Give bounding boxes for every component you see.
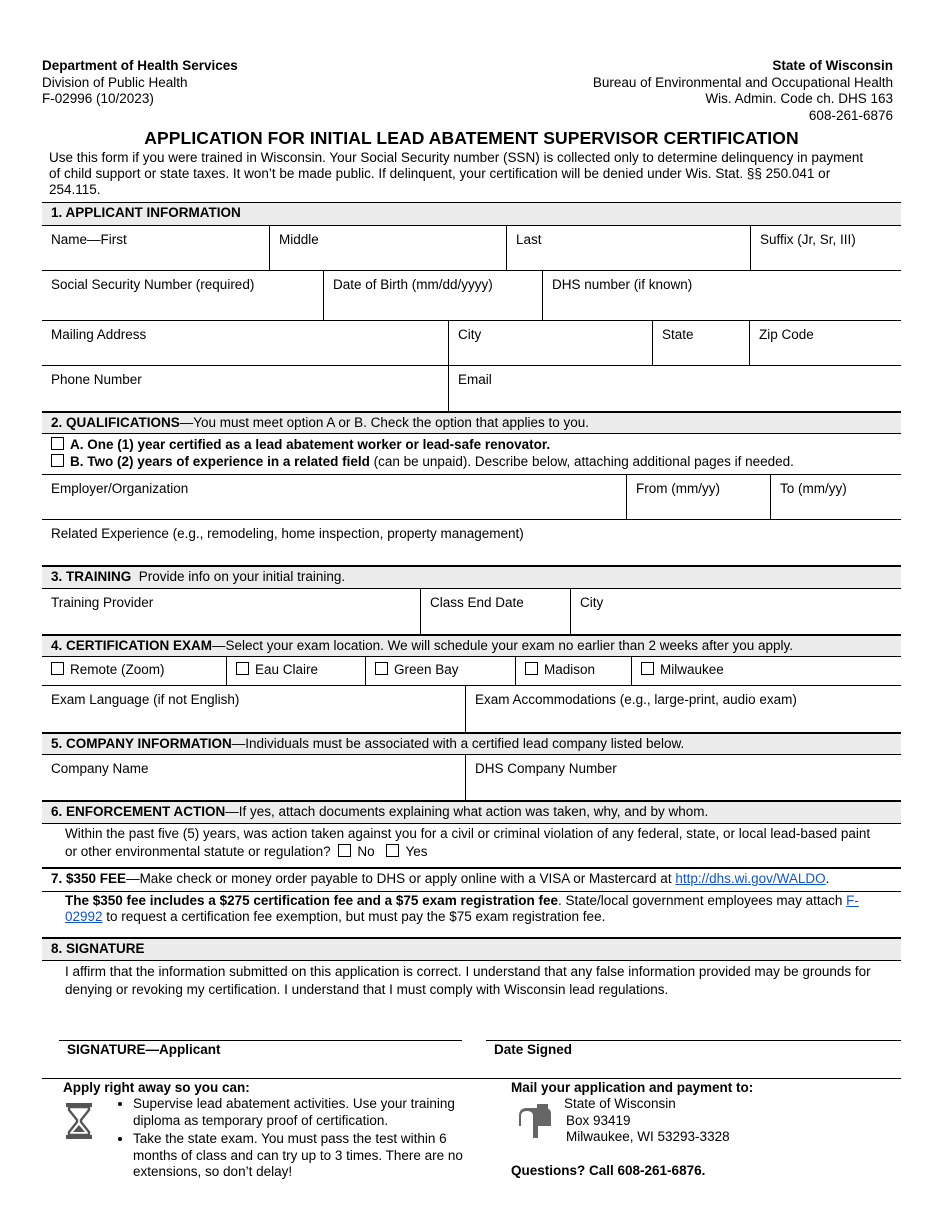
company-number-field[interactable] (465, 755, 901, 800)
waldo-link[interactable]: http://dhs.wi.gov/WALDO (675, 871, 826, 886)
section-4-title: 4. CERTIFICATION EXAM (51, 638, 213, 653)
header-phone: 608-261-6876 (808, 107, 893, 123)
fee-text (65, 893, 895, 925)
section-1-title: 1. APPLICANT INFORMATION (51, 205, 241, 220)
remote-label: Remote (Zoom) (70, 662, 165, 677)
from-date-label: From (mm/yy) (636, 481, 720, 496)
section-3-heading (42, 566, 901, 589)
suffix-label: Suffix (Jr, Sr, III) (760, 232, 856, 247)
section-5-heading (42, 733, 901, 755)
email-label: Email (458, 372, 492, 387)
related-experience-field[interactable] (42, 520, 901, 565)
option-a[interactable] (51, 437, 550, 452)
section-2-note: —You must meet option A or B. Check the option that applies to you. (179, 415, 590, 430)
location-green-bay[interactable] (365, 657, 515, 685)
last-name-label: Last (516, 232, 542, 247)
signature-label: SIGNATURE—Applicant (67, 1042, 221, 1057)
company-name-label: Company Name (51, 761, 149, 776)
benefit-item: • Supervise lead abatement activities. Use your training diploma as temporary proof of certification. (133, 1096, 473, 1129)
section-4-note: —Select your exam location. We will schedule your exam no earlier than 2 weeks after you apply. (212, 638, 794, 653)
mail-line: Milwaukee, WI 53293-3328 (566, 1129, 730, 1144)
f02992-link[interactable]: F-02992 (65, 893, 859, 924)
address-row (42, 321, 901, 366)
section-8-title: 8. SIGNATURE (51, 941, 145, 956)
related-experience-label: Related Experience (e.g., remodeling, home inspection, property management) (51, 526, 524, 541)
bureau-name: Bureau of Environmental and Occupational Health (592, 74, 893, 90)
option-b-label: B. Two (2) years of experience in a related field (70, 454, 370, 469)
enforcement-yes[interactable] (386, 844, 427, 859)
dhs-number-label: DHS number (if known) (552, 277, 693, 292)
related-experience-row (42, 520, 901, 566)
questions-text: Questions? Call 608-261-6876. (511, 1163, 706, 1178)
section-3-note: Provide info on your initial training. (131, 569, 346, 584)
green-bay-label: Green Bay (394, 662, 459, 677)
no-checkbox[interactable] (338, 844, 351, 857)
last-name-field[interactable] (506, 226, 750, 270)
class-end-date-field[interactable] (420, 589, 570, 634)
exam-details-row (42, 686, 901, 733)
hourglass-icon (64, 1101, 94, 1141)
identity-row (42, 271, 901, 321)
exam-language-field[interactable] (42, 686, 465, 732)
section-8-heading (42, 938, 901, 961)
training-row (42, 589, 901, 635)
eau-claire-label: Eau Claire (255, 662, 319, 677)
state-name: State of Wisconsin (772, 58, 893, 73)
option-a-checkbox[interactable] (51, 437, 64, 450)
employer-row (42, 475, 901, 520)
dhs-number-field[interactable] (542, 271, 901, 320)
fee-end-text: to request a certification fee exemption, but must pay the $75 exam registration fee. (102, 909, 606, 924)
city-label: City (458, 327, 482, 342)
employer-label: Employer/Organization (51, 481, 189, 496)
intro-text: Use this form if you were trained in Wisconsin. Your Social Security number (SSN) is collected only to determine delinquency in payment of child support or state taxes. It won’t be made public. If delinquent, your certification will be denied under Wis. Stat. §§ 250.041 or 254.115. (49, 150, 864, 197)
email-field[interactable] (448, 366, 901, 411)
header-left (42, 58, 238, 108)
eau-claire-checkbox[interactable] (236, 662, 249, 675)
benefit-item: • Take the state exam. You must pass the test within 6 months of class and can try up to 3 times. There are no extensions, so don’t delay! (133, 1131, 473, 1181)
section-3-title: 3. TRAINING (51, 569, 132, 584)
company-name-field[interactable] (42, 755, 465, 800)
from-date-field[interactable] (626, 475, 770, 519)
mail-line: State of Wisconsin (564, 1096, 676, 1111)
to-date-label: To (mm/yy) (780, 481, 847, 496)
yes-label: Yes (405, 844, 428, 859)
apply-title: Apply right away so you can: (63, 1080, 250, 1095)
to-date-field[interactable] (770, 475, 901, 519)
madison-label: Madison (544, 662, 596, 677)
class-end-date-label: Class End Date (430, 595, 524, 610)
middle-name-field[interactable] (269, 226, 506, 270)
training-city-label: City (580, 595, 604, 610)
no-label: No (357, 844, 375, 859)
location-remote[interactable] (42, 657, 226, 685)
section-2-heading (42, 412, 901, 434)
section-5-note: —Individuals must be associated with a certified lead company listed below. (231, 736, 685, 751)
state-label: State (662, 327, 694, 342)
mailing-address-field[interactable] (42, 321, 448, 365)
mail-title: Mail your application and payment to: (511, 1080, 754, 1095)
benefits-list (113, 1096, 473, 1183)
ssn-label: Social Security Number (required) (51, 277, 255, 292)
section-7-period: . (825, 871, 830, 886)
form-number: F-02996 (10/2023) (42, 91, 154, 106)
department-name: Department of Health Services (42, 58, 238, 73)
qualification-options (42, 434, 901, 475)
enforcement-row (42, 824, 901, 868)
yes-checkbox[interactable] (386, 844, 399, 857)
section-5-title: 5. COMPANY INFORMATION (51, 736, 232, 751)
mailing-address-label: Mailing Address (51, 327, 147, 342)
phone-label: Phone Number (51, 372, 142, 387)
contact-row (42, 366, 901, 412)
division-name: Division of Public Health (42, 74, 188, 90)
phone-field[interactable] (42, 366, 448, 411)
enforcement-question: Within the past five (5) years, was action taken against you for a civil or criminal violation of any federal, state, or local lead-based paint or other environmental statute or regulation? (65, 826, 871, 859)
zip-field[interactable] (749, 321, 901, 365)
section-6-title: 6. ENFORCEMENT ACTION (51, 804, 226, 819)
affirmation-text: I affirm that the information submitted on this application is correct. I understand that any false information provided may be grounds for denying or revoking my certification. I understand that I must comply with Wisconsin lead regulations. (65, 964, 871, 997)
mail-address (564, 1096, 730, 1146)
suffix-field[interactable] (750, 226, 901, 270)
exam-language-label: Exam Language (if not English) (51, 692, 240, 707)
zip-label: Zip Code (759, 327, 814, 342)
ssn-field[interactable] (42, 271, 323, 320)
section-7-note: —Make check or money order payable to DHS or apply online with a VISA or Mastercard at (126, 871, 676, 886)
city-field[interactable] (448, 321, 652, 365)
header-right (593, 58, 893, 124)
location-eau-claire[interactable] (226, 657, 365, 685)
first-name-label: Name—First (51, 232, 127, 247)
date-signed-label: Date Signed (494, 1042, 573, 1057)
training-provider-label: Training Provider (51, 595, 154, 610)
section-6-heading (42, 801, 901, 824)
admin-code: Wis. Admin. Code ch. DHS 163 (705, 91, 893, 106)
company-number-label: DHS Company Number (475, 761, 617, 776)
madison-checkbox[interactable] (525, 662, 538, 675)
training-city-field[interactable] (570, 589, 901, 634)
option-b-checkbox[interactable] (51, 454, 64, 467)
middle-name-label: Middle (279, 232, 319, 247)
employer-field[interactable] (42, 475, 626, 519)
name-row (42, 226, 901, 271)
exam-accommodations-label: Exam Accommodations (e.g., large-print, audio exam) (475, 692, 797, 707)
fee-bold-text: The $350 fee includes a $275 certification fee and a $75 exam registration fee (65, 893, 558, 908)
section-1-heading (42, 202, 901, 226)
enforcement-question-block (65, 825, 885, 861)
form-title: APPLICATION FOR INITIAL LEAD ABATEMENT SUPERVISOR CERTIFICATION (144, 128, 799, 148)
exam-accommodations-field[interactable] (465, 686, 901, 732)
option-b-note: (can be unpaid). Describe below, attaching additional pages if needed. (369, 454, 794, 469)
location-madison[interactable] (515, 657, 631, 685)
option-b[interactable] (51, 454, 794, 469)
location-milwaukee[interactable] (631, 657, 901, 685)
section-4-heading (42, 635, 901, 657)
section-7-heading (42, 868, 901, 892)
fee-rest-text: . State/local government employees may attach (557, 893, 847, 908)
section-7-title: 7. $350 FEE (51, 871, 127, 886)
milwaukee-checkbox[interactable] (641, 662, 654, 675)
first-name-field[interactable] (42, 226, 269, 270)
state-field[interactable] (652, 321, 749, 365)
company-row (42, 755, 901, 801)
section-2-title: 2. QUALIFICATIONS (51, 415, 180, 430)
dob-label: Date of Birth (mm/dd/yyyy) (333, 277, 493, 292)
milwaukee-label: Milwaukee (660, 662, 724, 677)
remote-checkbox[interactable] (51, 662, 64, 675)
enforcement-no[interactable] (338, 844, 374, 859)
training-provider-field[interactable] (42, 589, 420, 634)
mail-line: Box 93419 (566, 1112, 631, 1128)
section-6-note: —If yes, attach documents explaining what action was taken, why, and by whom. (225, 804, 709, 819)
mailbox-icon (515, 1104, 555, 1138)
option-a-label: A. One (1) year certified as a lead abatement worker or lead-safe renovator. (70, 437, 551, 452)
fee-row (42, 892, 901, 938)
dob-field[interactable] (323, 271, 542, 320)
green-bay-checkbox[interactable] (375, 662, 388, 675)
exam-location-row (42, 657, 901, 686)
